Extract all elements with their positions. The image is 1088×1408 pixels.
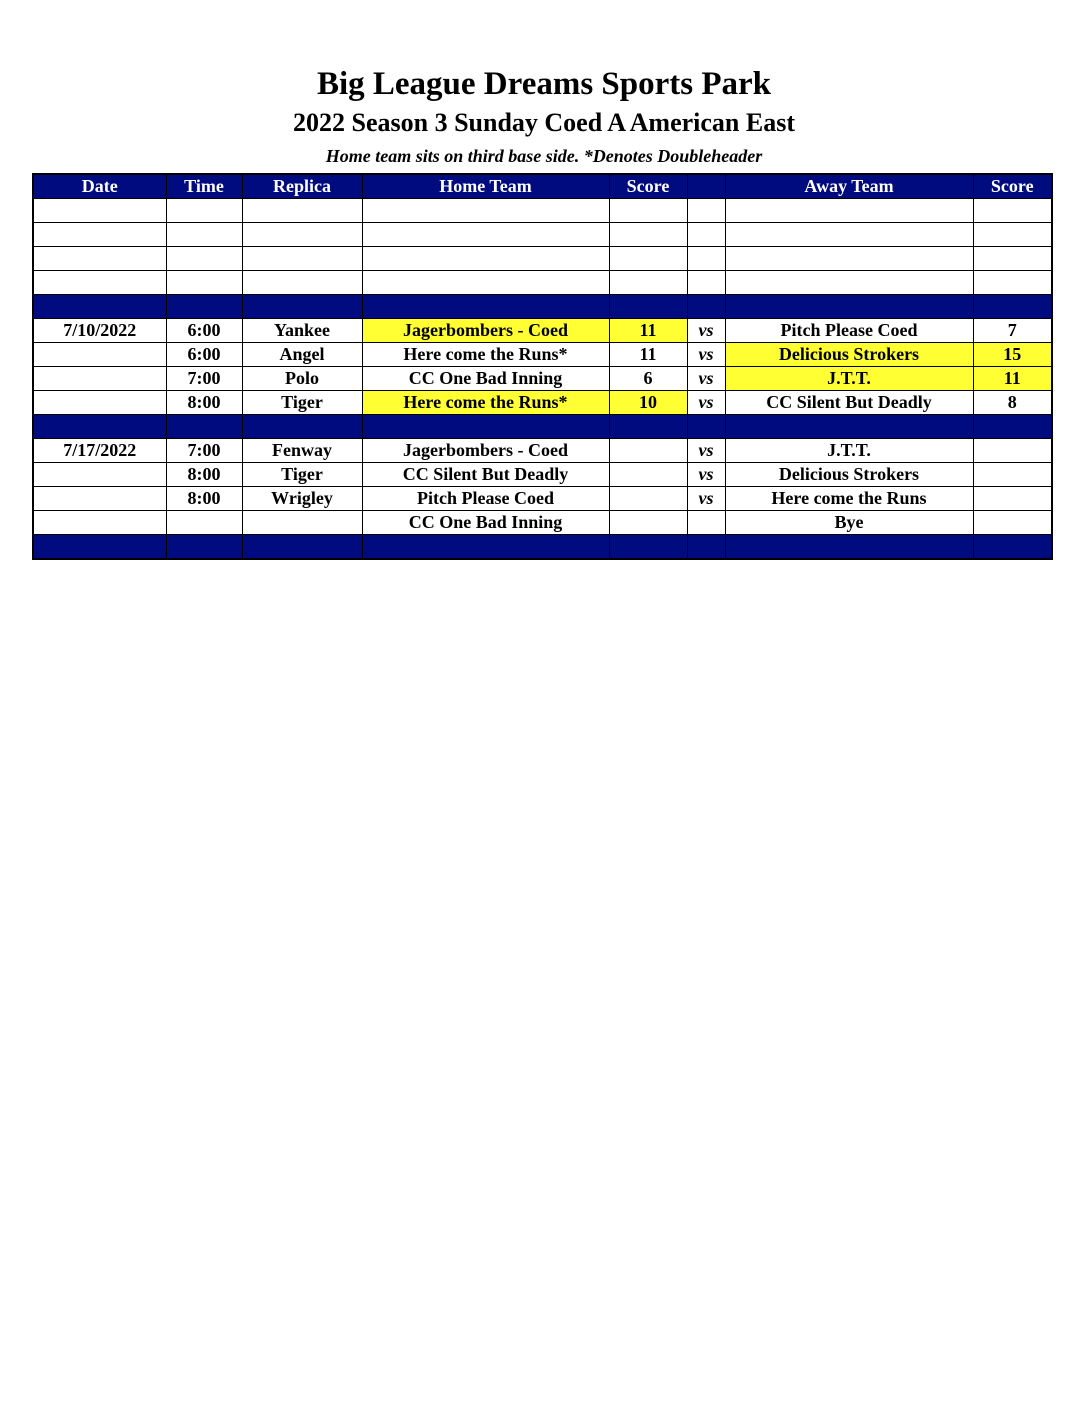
empty-row — [33, 271, 1052, 295]
table-row — [33, 319, 1052, 343]
cell-home-team: Here come the Runs* — [362, 391, 609, 415]
cell-replica — [242, 511, 362, 535]
column-header-date: Date — [33, 174, 166, 199]
separator-band — [33, 415, 1052, 439]
cell-home-team: Jagerbombers - Coed — [362, 319, 609, 343]
cell-time: 7:00 — [166, 367, 242, 391]
cell-time — [166, 511, 242, 535]
table-row — [33, 487, 1052, 511]
cell-date — [33, 367, 166, 391]
cell-time: 8:00 — [166, 391, 242, 415]
table-row — [33, 343, 1052, 367]
cell-home-score: 6 — [609, 367, 687, 391]
cell-home-team: CC One Bad Inning — [362, 511, 609, 535]
cell-away-score: 11 — [973, 367, 1052, 391]
cell-home-team: CC Silent But Deadly — [362, 463, 609, 487]
cell-vs: vs — [687, 439, 725, 463]
separator-band — [33, 535, 1052, 560]
cell-home-team: Here come the Runs* — [362, 343, 609, 367]
cell-time: 8:00 — [166, 463, 242, 487]
cell-away-score: 7 — [973, 319, 1052, 343]
cell-home-score: 11 — [609, 343, 687, 367]
cell-date: 7/17/2022 — [33, 439, 166, 463]
table-row — [33, 439, 1052, 463]
table-row — [33, 463, 1052, 487]
column-header-vs — [687, 174, 725, 199]
column-header-home-score: Score — [609, 174, 687, 199]
empty-row — [33, 223, 1052, 247]
cell-home-score — [609, 511, 687, 535]
cell-vs: vs — [687, 487, 725, 511]
cell-replica: Tiger — [242, 463, 362, 487]
cell-home-score — [609, 439, 687, 463]
cell-replica: Tiger — [242, 391, 362, 415]
cell-away-score — [973, 487, 1052, 511]
cell-vs — [687, 511, 725, 535]
cell-date — [33, 511, 166, 535]
cell-replica: Wrigley — [242, 487, 362, 511]
column-header-away-team: Away Team — [725, 174, 973, 199]
cell-home-score: 10 — [609, 391, 687, 415]
cell-replica: Polo — [242, 367, 362, 391]
cell-replica: Fenway — [242, 439, 362, 463]
cell-away-score: 8 — [973, 391, 1052, 415]
cell-home-score — [609, 487, 687, 511]
cell-date — [33, 343, 166, 367]
cell-home-team: Pitch Please Coed — [362, 487, 609, 511]
cell-away-score — [973, 511, 1052, 535]
cell-away-team: J.T.T. — [725, 439, 973, 463]
cell-away-team: J.T.T. — [725, 367, 973, 391]
cell-away-team: CC Silent But Deadly — [725, 391, 973, 415]
cell-date — [33, 487, 166, 511]
cell-time: 6:00 — [166, 343, 242, 367]
cell-away-team: Bye — [725, 511, 973, 535]
cell-away-team: Delicious Strokers — [725, 463, 973, 487]
cell-replica: Angel — [242, 343, 362, 367]
cell-date: 7/10/2022 — [33, 319, 166, 343]
cell-time: 8:00 — [166, 487, 242, 511]
column-header-away-score: Score — [973, 174, 1052, 199]
cell-home-score: 11 — [609, 319, 687, 343]
page-title: Big League Dreams Sports Park — [316, 66, 772, 102]
cell-vs: vs — [687, 319, 725, 343]
table-row — [33, 391, 1052, 415]
cell-date — [33, 463, 166, 487]
table-row — [33, 367, 1052, 391]
cell-vs: vs — [687, 367, 725, 391]
cell-away-team: Delicious Strokers — [725, 343, 973, 367]
cell-away-team: Here come the Runs — [725, 487, 973, 511]
cell-date — [33, 391, 166, 415]
column-header-home-team: Home Team — [362, 174, 609, 199]
cell-replica: Yankee — [242, 319, 362, 343]
cell-vs: vs — [687, 343, 725, 367]
empty-row — [33, 247, 1052, 271]
cell-vs: vs — [687, 463, 725, 487]
cell-away-score — [973, 463, 1052, 487]
cell-away-score — [973, 439, 1052, 463]
cell-home-team: Jagerbombers - Coed — [362, 439, 609, 463]
column-header-time: Time — [166, 174, 242, 199]
separator-band — [33, 295, 1052, 319]
cell-away-score: 15 — [973, 343, 1052, 367]
table-row — [33, 511, 1052, 535]
page-subtitle: 2022 Season 3 Sunday Coed A American East — [292, 108, 796, 137]
table-header-row — [33, 174, 1052, 199]
column-header-replica: Replica — [242, 174, 362, 199]
cell-time: 7:00 — [166, 439, 242, 463]
empty-row — [33, 199, 1052, 223]
cell-home-team: CC One Bad Inning — [362, 367, 609, 391]
schedule-note: Home team sits on third base side. *Denotes Doubleheader — [325, 146, 763, 166]
cell-away-team: Pitch Please Coed — [725, 319, 973, 343]
cell-vs: vs — [687, 391, 725, 415]
cell-home-score — [609, 463, 687, 487]
schedule-table — [32, 173, 1053, 560]
cell-time: 6:00 — [166, 319, 242, 343]
